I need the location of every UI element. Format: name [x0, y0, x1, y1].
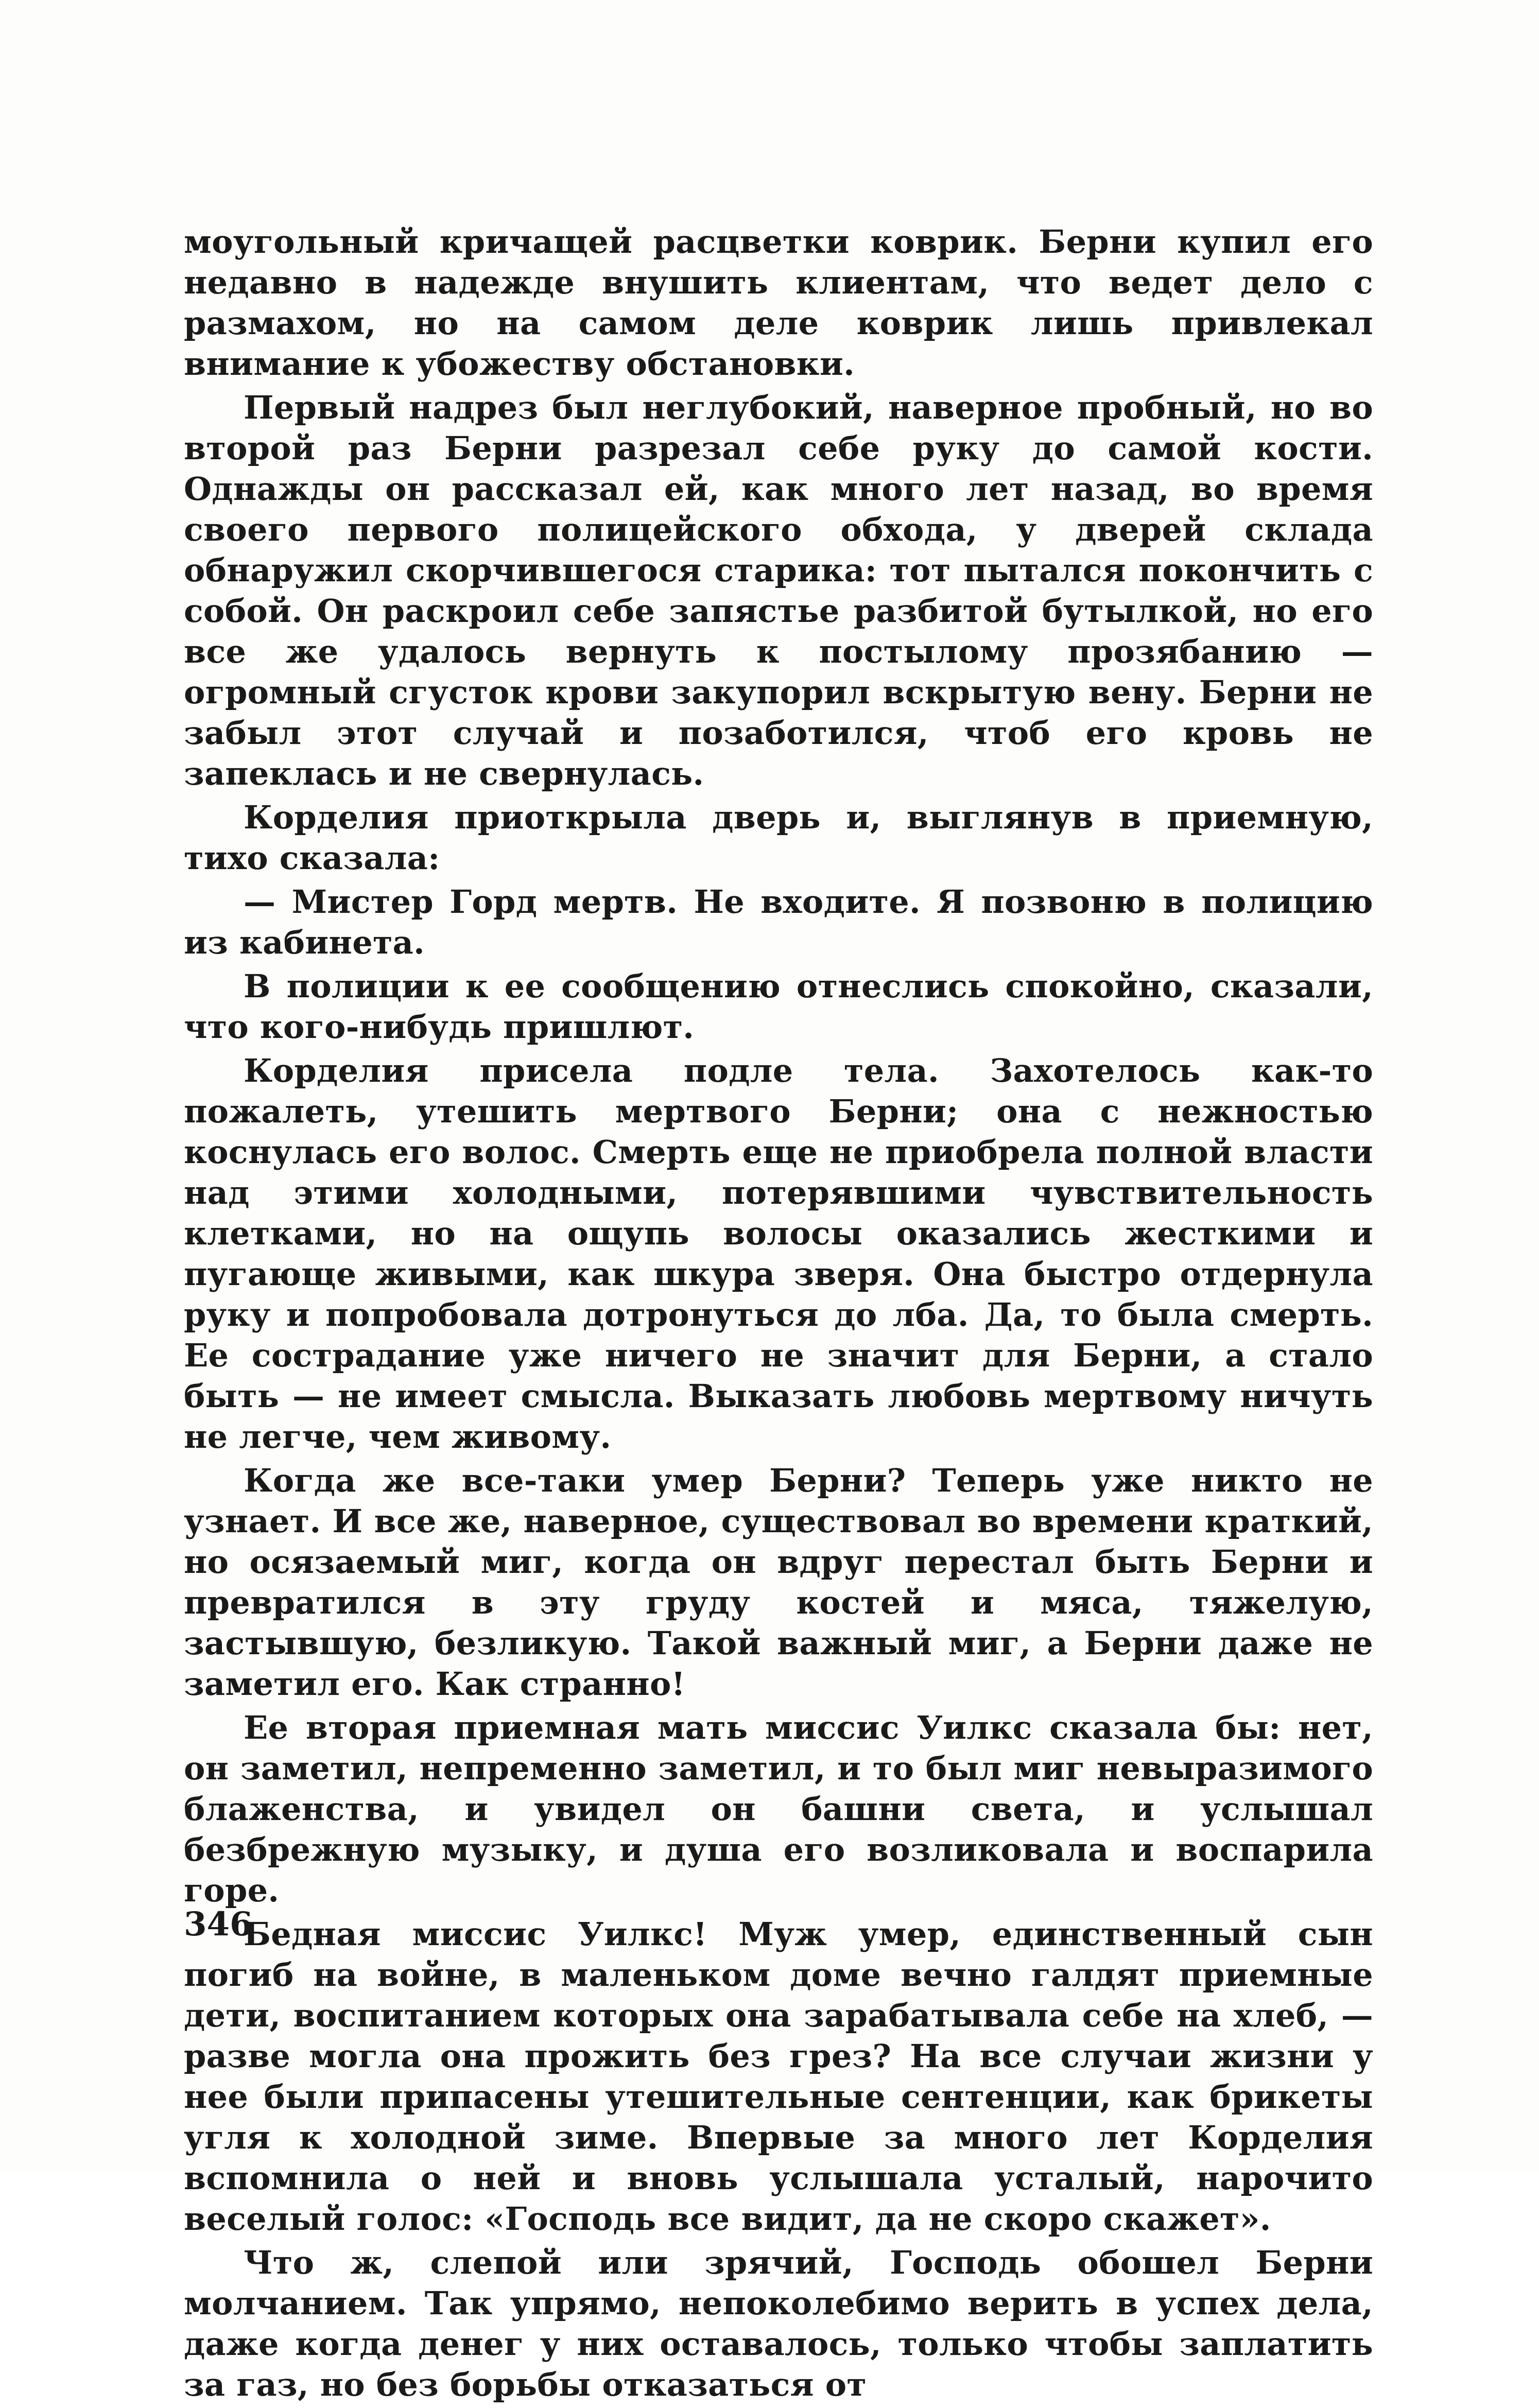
- paragraph: Когда же все-таки умер Берни? Теперь уже никто не узнает. И все же, наверное, существовал во времени краткий, но осязаемый миг, когда он вдруг перестал быть Берни и превратился в эту груду костей и мяса, тяжелую, застывшую, безликую. Такой важный миг, а Берни даже не заметил его. Как странно!: [184, 1462, 1373, 1703]
- paragraph: Корделия приоткрыла дверь и, выглянув в приемную, тихо сказала:: [184, 799, 1373, 877]
- paragraph: — Мистер Горд мертв. Не входите. Я позвоню в полицию из кабинета.: [184, 883, 1373, 961]
- page-number: 346: [184, 1905, 253, 1944]
- body-text: [184, 221, 1373, 2408]
- paragraph: моугольный кричащей расцветки коврик. Берни купил его недавно в надежде внушить клиентам, что ведет дело с размахом, но на самом деле коврик лишь привлекал внимание к убожеству обстановки.: [184, 223, 1373, 383]
- paragraph: В полиции к ее сообщению отнеслись спокойно, сказали, что кого-нибудь пришлют.: [184, 967, 1373, 1046]
- paragraph: Корделия присела подле тела. Захотелось как-то пожалеть, утешить мертвого Берни; она с нежностью коснулась его волос. Смерть еще не приобрела полной власти над этими холодными, потерявшими чувствительность клетками, но на ощупь волосы оказались жесткими и пугающе живыми, как шкура зверя. Она быстро отдернула руку и попробовала дотронуться до лба. Да, то была смерть. Ее сострадание уже ничего не значит для Берни, а стало быть — не имеет смысла. Выказать любовь мертвому ничуть не легче, чем живому.: [184, 1052, 1373, 1456]
- paragraph: Что ж, слепой или зрячий, Господь обошел Берни молчанием. Так упрямо, непоколебимо верить в успех дела, даже когда денег у них оставалось, только чтобы заплатить за газ, но без борьбы отказаться от: [184, 2244, 1373, 2403]
- paragraph: Бедная миссис Уилкс! Муж умер, единственный сын погиб на войне, в маленьком доме вечно галдят приемные дети, воспитанием которых она зарабатывала себе на хлеб, — разве могла она прожить без грез? На все случаи жизни у нее были припасены утешительные сентенции, как брикеты угля к холодной зиме. Впервые за много лет Корделия вспомнила о ней и вновь услышала усталый, нарочито веселый голос: «Господь все видит, да не скоро скажет».: [184, 1915, 1373, 2238]
- paragraph: Ее вторая приемная мать миссис Уилкс сказала бы: нет, он заметил, непременно заметил, и то был миг невыразимого блаженства, и увидел он башни света, и услышал безбрежную музыку, и душа его возликовала и воспарила горе.: [184, 1709, 1373, 1909]
- paragraph: Первый надрез был неглубокий, наверное пробный, но во второй раз Берни разрезал себе руку до самой кости. Однажды он рассказал ей, как много лет назад, во время своего первого полицейского обхода, у дверей склада обнаружил скорчившегося старика: тот пытался покончить с собой. Он раскроил себе запястье разбитой бутылкой, но его все же удалось вернуть к постылому прозябанию — огромный сгусток крови закупорил вскрытую вену. Берни не забыл этот случай и позаботился, чтоб его кровь не запеклась и не свернулась.: [184, 389, 1373, 792]
